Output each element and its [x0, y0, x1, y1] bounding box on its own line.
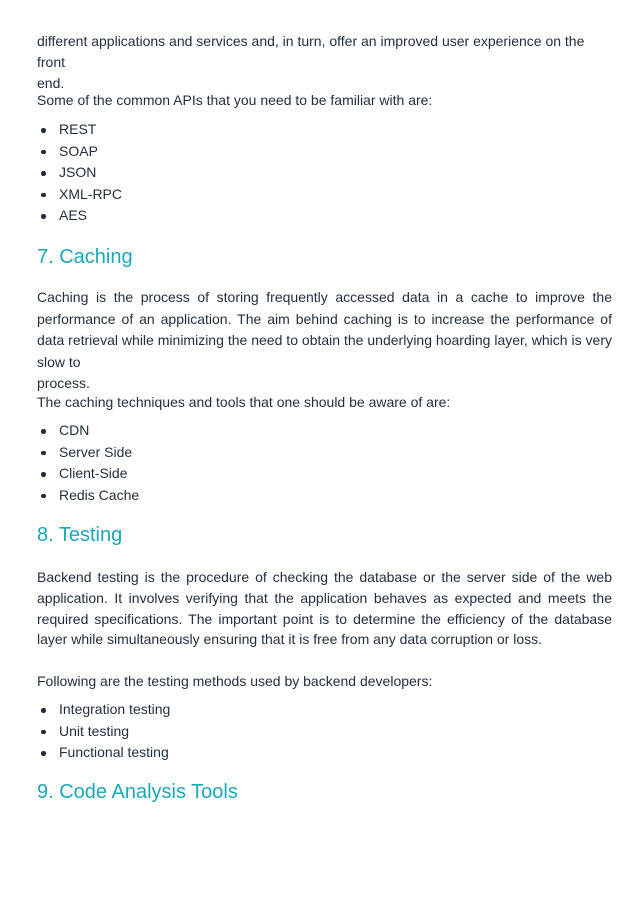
list-item: Redis Cache — [37, 485, 612, 507]
section-heading-code-analysis: 9. Code Analysis Tools — [37, 781, 238, 803]
testing-lead: Following are the testing methods used by backend developers: — [37, 673, 433, 689]
caching-lead: The caching techniques and tools that one should be aware of are: — [37, 394, 451, 410]
list-item: Functional testing — [37, 742, 612, 764]
intro-line-2: end. — [37, 75, 65, 91]
list-item: Client-Side — [37, 463, 612, 485]
section-heading-testing: 8. Testing — [37, 524, 123, 546]
list-item: REST — [37, 119, 612, 141]
testing-list — [37, 699, 612, 764]
list-item: XML-RPC — [37, 184, 612, 206]
list-item: Server Side — [37, 442, 612, 464]
list-item: Unit testing — [37, 721, 612, 743]
section-heading-caching: 7. Caching — [37, 246, 133, 268]
intro-line-1: different applications and services and, in turn, offer an improved user experience on the front — [37, 33, 585, 70]
caching-body: Caching is the process of storing frequently accessed data in a cache to improve the performance of an application. The aim behind caching is to increase the performance of data retrieval while minimizing the need to obtain the underlying hoarding layer, which is very slow to — [37, 289, 612, 370]
apis-lead: Some of the common APIs that you need to be familiar with are: — [37, 92, 433, 108]
caching-body-tail: process. — [37, 375, 90, 391]
list-item: JSON — [37, 162, 612, 184]
list-item: CDN — [37, 420, 612, 442]
intro-paragraph — [37, 31, 612, 94]
caching-list — [37, 420, 612, 506]
list-item: AES — [37, 205, 612, 227]
apis-list — [37, 119, 612, 227]
list-item: Integration testing — [37, 699, 612, 721]
list-item: SOAP — [37, 141, 612, 163]
testing-body: Backend testing is the procedure of checking the database or the server side of the web application. It involves verifying that the application behaves as expected and meets the required specifications. The important point is to determine the efficiency of the database layer while simultaneously ensuring that it is free from any data corruption or loss. — [37, 569, 612, 648]
